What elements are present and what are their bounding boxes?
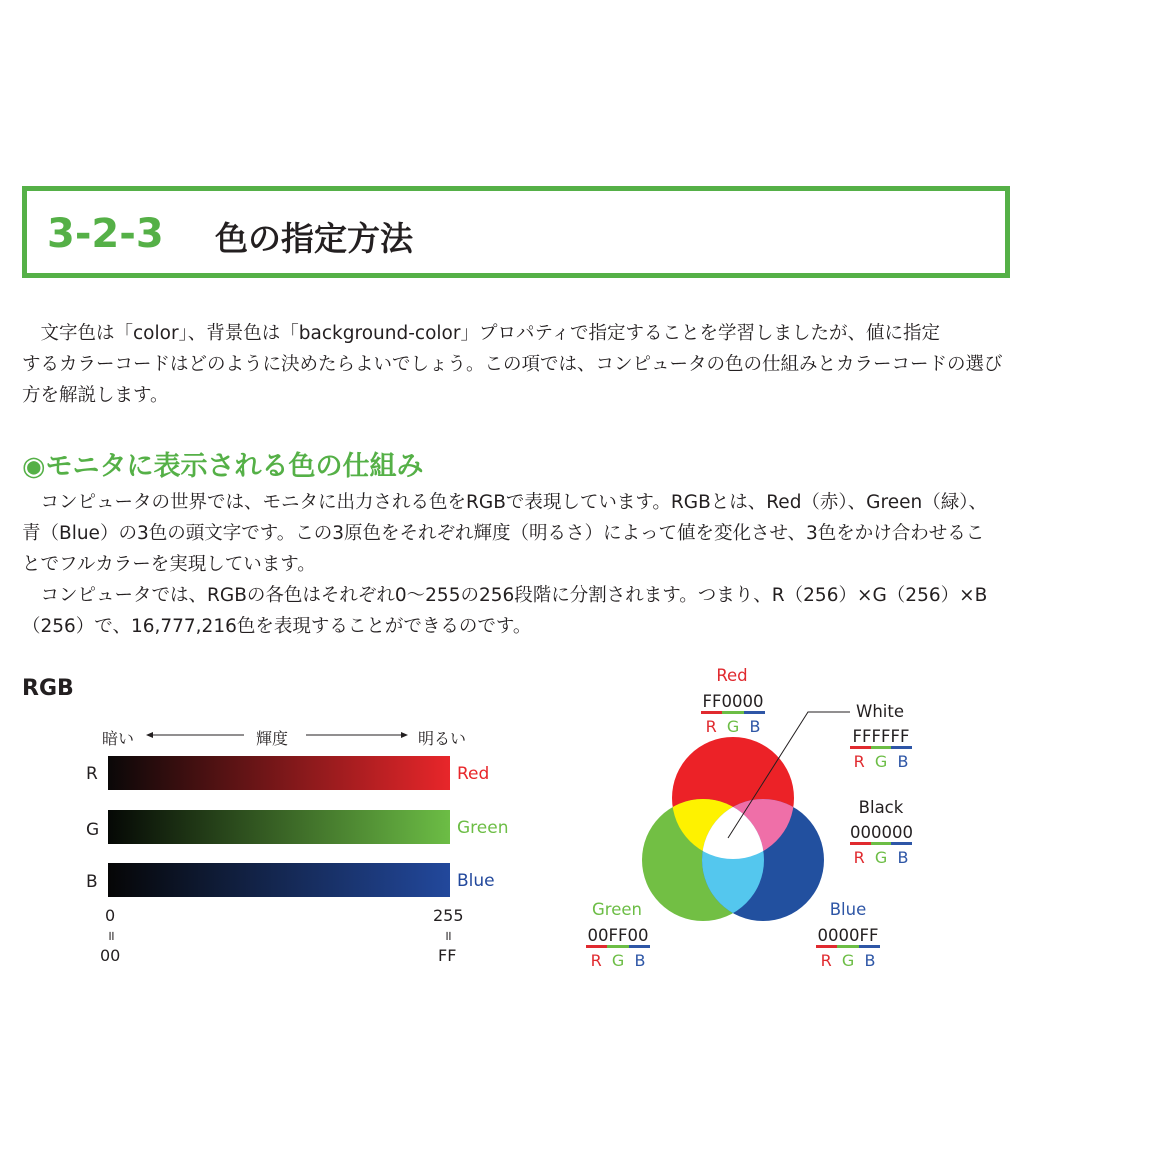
intro-line: 方を解説します。 <box>22 385 169 406</box>
venn-blue-code-block <box>816 926 880 970</box>
venn-red-code-block <box>701 692 765 736</box>
rgb-underline <box>586 945 650 948</box>
venn-white-name: White <box>856 702 904 721</box>
bar-key-g: G <box>86 820 100 840</box>
bar-name-green: Green <box>457 818 509 838</box>
section-number: 3-2-3 <box>47 211 164 257</box>
body-line: とでフルカラーを実現しています。 <box>22 554 316 575</box>
bar-name-blue: Blue <box>457 871 495 891</box>
intro-paragraph <box>22 318 1022 411</box>
bar-key-b: B <box>86 872 98 892</box>
rgb-letters: R G B <box>590 951 646 970</box>
subheading: ◉モニタに表示される色の仕組み <box>22 451 424 482</box>
green-gradient-bar <box>108 810 450 844</box>
venn-green-code: 00FF00 <box>587 926 649 945</box>
intro-line: 文字色は「color」、背景色は「background-color」プロパティで指定することを学習しましたが、値に指定 <box>22 323 940 344</box>
rgb-underline <box>816 945 880 948</box>
venn-black-code: 000000 <box>850 823 913 842</box>
body-line: （256）で、16,777,216色を表現することができるのです。 <box>22 616 532 637</box>
rgb-letters: R G B <box>853 848 909 867</box>
scale-label: 輝度 <box>256 729 289 748</box>
axis-min-dec: 0 <box>105 906 116 925</box>
body-line: 青（Blue）の3色の頭文字です。この3原色をそれぞれ輝度（明るさ）によって値を変化させ、3色をかけ合わせるこ <box>22 523 985 544</box>
rgb-letters: R G B <box>820 951 876 970</box>
venn-white-code: FFFFFF <box>852 727 910 746</box>
rgb-underline <box>850 842 912 845</box>
rgb-letters: R G B <box>853 752 909 771</box>
axis-min-hex: 00 <box>100 946 121 965</box>
body-line: コンピュータの世界では、モニタに出力される色をRGBで表現しています。RGBとは、Red（赤）、Green（緑）、 <box>22 492 987 513</box>
blue-gradient-bar <box>108 863 450 897</box>
axis-max-equals: ॥ <box>444 929 452 944</box>
rgb-underline <box>701 711 765 714</box>
venn-white-code-block <box>850 727 912 771</box>
venn-blue-code: 0000FF <box>817 926 879 945</box>
scale-dark-label: 暗い <box>102 729 135 748</box>
section-title: 色の指定方法 <box>215 219 413 258</box>
body-line: コンピュータでは、RGBの各色はそれぞれ0～255の256段階に分割されます。つまり、R（256）×G（256）×B <box>22 585 988 606</box>
bar-name-red: Red <box>457 764 490 784</box>
rgb-underline <box>850 746 912 749</box>
venn-red-code: FF0000 <box>702 692 764 711</box>
scale-arrows <box>146 728 416 742</box>
intro-line: するカラーコードはどのように決めたらよいでしょう。この項では、コンピュータの色の仕組みとカラーコードの選び <box>22 354 1003 375</box>
venn-blue-name: Blue <box>829 900 867 919</box>
rgb-letters: R G B <box>705 717 761 736</box>
venn-red-name: Red <box>716 666 748 685</box>
red-gradient-bar <box>108 756 450 790</box>
section-header <box>22 186 1010 278</box>
axis-max-hex: FF <box>438 946 457 965</box>
venn-green-code-block <box>586 926 650 970</box>
venn-black-code-block <box>850 823 912 867</box>
bar-key-r: R <box>86 764 98 784</box>
body-paragraph <box>22 487 1022 642</box>
scale-bright-label: 明るい <box>418 729 467 748</box>
axis-min-equals: ॥ <box>107 929 115 944</box>
venn-green-name: Green <box>592 900 642 919</box>
figure-title: RGB <box>22 676 74 701</box>
venn-black-name: Black <box>858 798 904 817</box>
axis-max-dec: 255 <box>433 906 464 925</box>
